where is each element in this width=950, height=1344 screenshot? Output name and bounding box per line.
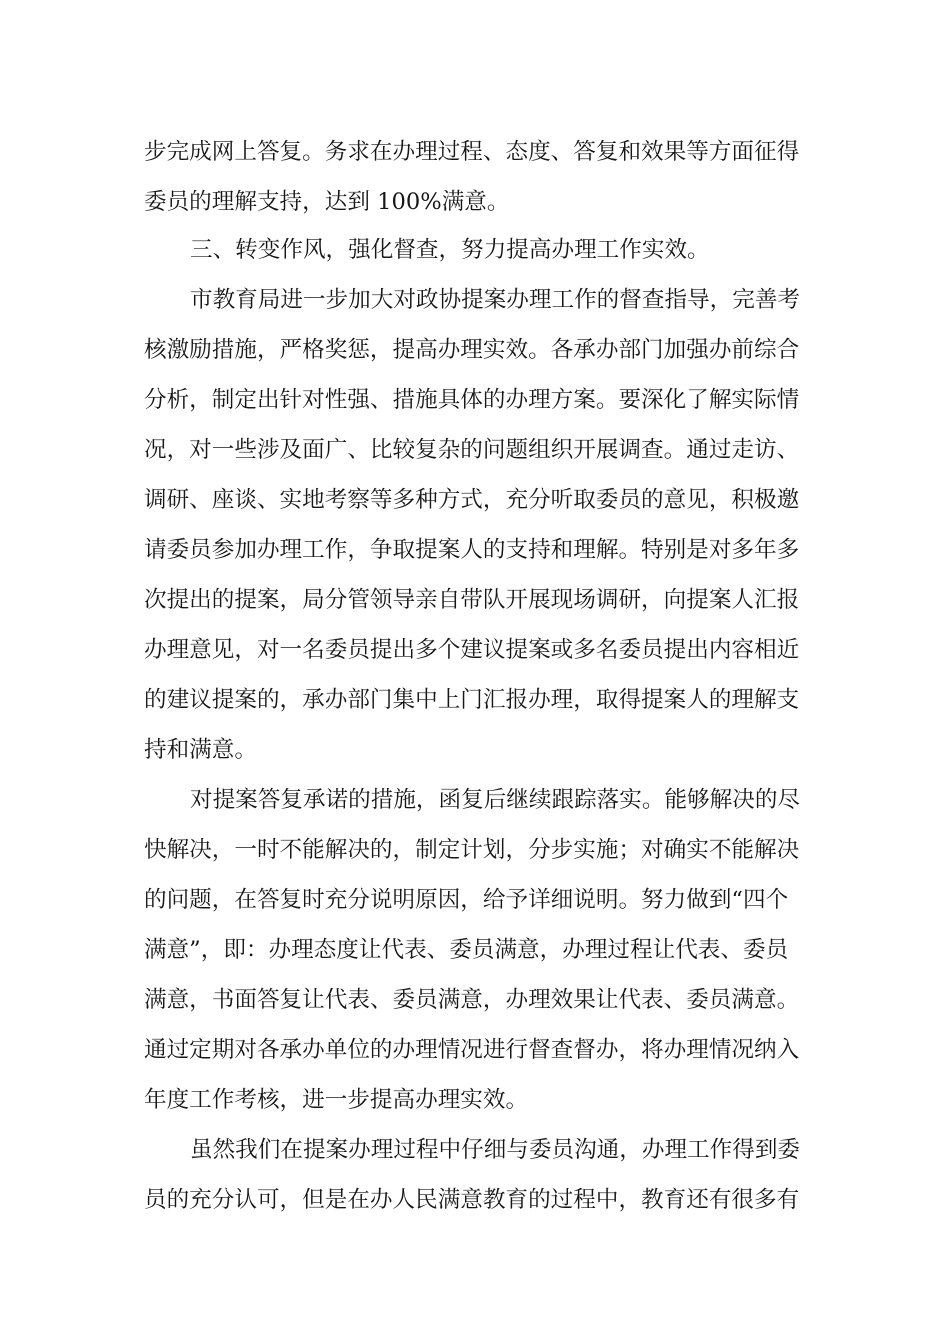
body-text-line: 通过定期对各承办单位的办理情况进行督查督办，将办理情况纳入: [144, 1037, 800, 1063]
body-text-line: 的建议提案的，承办部门集中上门汇报办理，取得提案人的理解支: [144, 687, 800, 713]
section-heading: 三、转变作风，强化督查，努力提高办理工作实效。: [190, 237, 710, 263]
body-text-line: 市教育局进一步加大对政协提案办理工作的督查指导，完善考: [190, 287, 801, 313]
body-text-line: 满意，书面答复让代表、委员满意，办理效果让代表、委员满意。: [144, 987, 800, 1013]
body-text-line: 核激励措施，严格奖惩，提高办理实效。各承办部门加强办前综合: [144, 337, 800, 363]
body-text-line: 分析，制定出针对性强、措施具体的办理方案。要深化了解实际情: [144, 387, 800, 413]
body-text-line: 年度工作考核，进一步提高办理实效。: [144, 1087, 529, 1113]
body-text-line: 调研、座谈、实地考察等多种方式，充分听取委员的意见，积极邀: [144, 487, 800, 513]
body-text-line: 委员的理解支持，达到 100%满意。: [144, 189, 510, 215]
body-text-line: 员的充分认可，但是在办人民满意教育的过程中，教育还有很多有: [144, 1187, 800, 1213]
body-text-line: 步完成网上答复。务求在办理过程、态度、答复和效果等方面征得: [144, 139, 800, 165]
body-text-line: 满意”，即：办理态度让代表、委员满意，办理过程让代表、委员: [144, 937, 789, 963]
body-text-line: 持和满意。: [144, 737, 257, 763]
body-text-line: 对提案答复承诺的措施，函复后继续跟踪落实。能够解决的尽: [190, 787, 801, 813]
body-text-line: 虽然我们在提案办理过程中仔细与委员沟通，办理工作得到委: [190, 1137, 801, 1163]
body-text-line: 请委员参加办理工作，争取提案人的支持和理解。特别是对多年多: [144, 537, 800, 563]
body-text-line: 办理意见，对一名委员提出多个建议提案或多名委员提出内容相近: [144, 637, 800, 663]
body-text-line: 次提出的提案，局分管领导亲自带队开展现场调研，向提案人汇报: [144, 587, 800, 613]
body-text-line: 况，对一些涉及面广、比较复杂的问题组织开展调查。通过走访、: [144, 437, 800, 463]
body-text-line: 的问题，在答复时充分说明原因，给予详细说明。努力做到“四个: [144, 887, 789, 913]
body-text-line: 快解决，一时不能解决的，制定计划，分步实施；对确实不能解决: [144, 837, 800, 863]
